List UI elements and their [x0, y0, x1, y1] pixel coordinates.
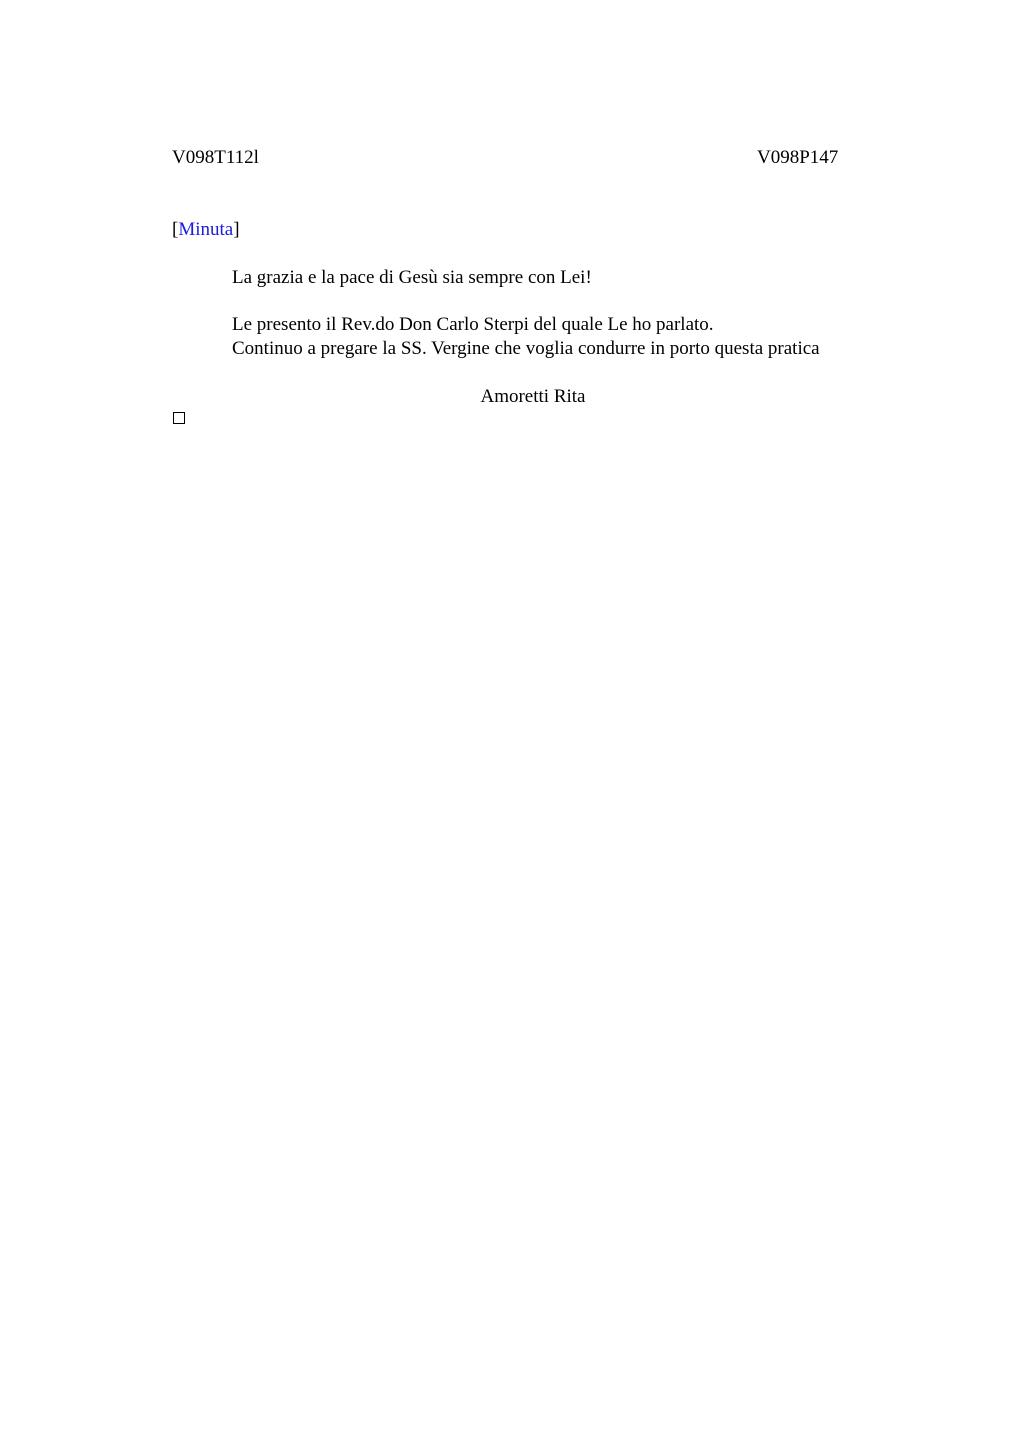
- minuta-link[interactable]: Minuta: [178, 219, 234, 240]
- close-bracket: ]: [233, 219, 240, 240]
- body-line-1: Le presento il Rev.do Don Carlo Sterpi del quale Le ho parlato.: [232, 314, 714, 335]
- document-type-label: [172, 218, 240, 242]
- document-code-right: V098P147: [757, 147, 839, 168]
- open-bracket: [: [172, 219, 179, 240]
- signature: Amoretti Rita: [480, 386, 586, 407]
- body-line-2: Continuo a pregare la SS. Vergine che voglia condurre in porto questa pratica: [232, 338, 820, 359]
- document-code-left: V098T112l: [172, 147, 259, 168]
- greeting-line: La grazia e la pace di Gesù sia sempre con Lei!: [232, 267, 592, 288]
- empty-square-icon: [173, 412, 185, 424]
